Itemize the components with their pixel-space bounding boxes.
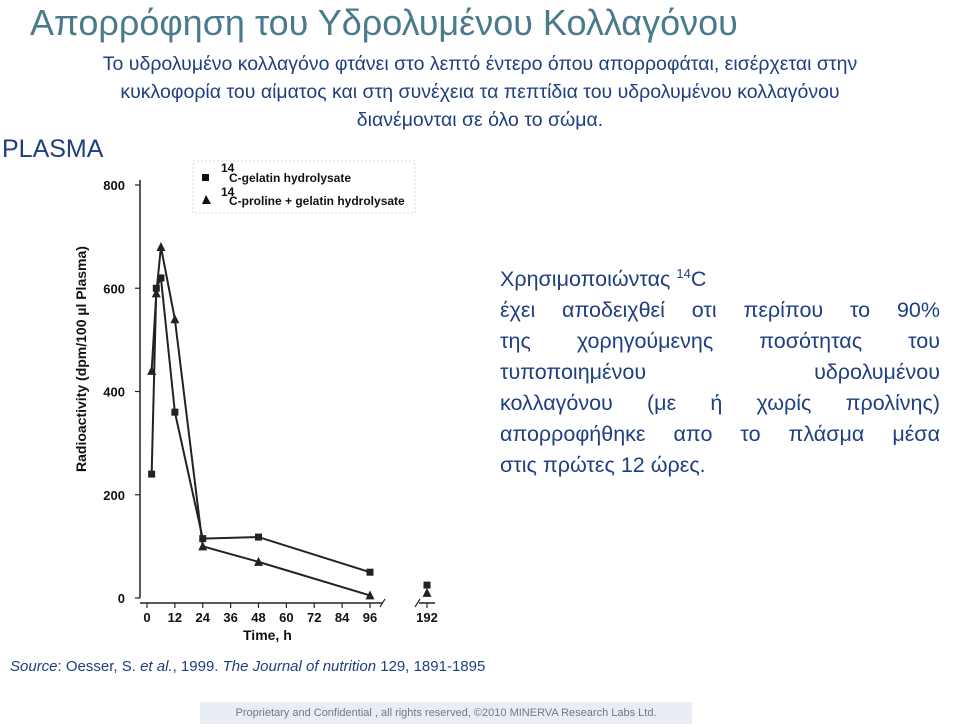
intro-line: κυκλοφορία του αίματος και στη συνέχεια τα πεπτίδια του υδρολυμένου κολλαγόνου (120, 81, 840, 103)
x-tick-label: 96 (362, 610, 378, 625)
note-first-line (500, 258, 940, 295)
x-tick-label: 12 (167, 610, 183, 625)
data-point-triangle (156, 242, 165, 251)
x-tick-label: 48 (251, 610, 266, 625)
y-axis-label: Radioactivity (dpm/100 µl Plasma) (73, 246, 89, 472)
note-line: απορροφήθηκε απο το πλάσμα μέσα (500, 422, 940, 447)
y-tick-label: 600 (103, 281, 125, 297)
data-point-triangle (198, 541, 207, 550)
source-citation (10, 658, 485, 675)
source-authors: : Oesser, S. (57, 658, 141, 675)
y-tick-label: 400 (103, 384, 125, 400)
y-tick-label: 0 (117, 591, 125, 606)
y-tick-label: 800 (103, 178, 125, 193)
x-axis-label: Time, h (243, 627, 292, 643)
plasma-label: PLASMA (2, 135, 104, 163)
source-year: , 1999. (172, 658, 223, 675)
data-point-square (367, 569, 374, 576)
data-point-square (255, 534, 262, 541)
x-tick-label: 60 (279, 610, 294, 625)
chart-legend (193, 161, 415, 213)
x-tick-label: 72 (307, 610, 322, 625)
note-line: της χορηγούμενης ποσότητας του (500, 329, 940, 354)
source-label: Source (10, 658, 58, 675)
footer-bar: Proprietary and Confidential , all rights reserved, ©2010 MINERVA Research Labs Ltd. (200, 702, 692, 724)
note-line: κολλαγόνου (με ή χωρίς προλίνης) (500, 391, 940, 416)
note-isotope-mass: 14 (676, 266, 691, 281)
legend-isotope-1: 14 (221, 161, 235, 175)
data-point-square (157, 274, 164, 281)
x-tick-label: 84 (334, 610, 350, 625)
x-tick-label: 36 (223, 610, 238, 625)
source-etal: et al. (140, 658, 173, 675)
note-line: τυποποιημένου υδρολυμένου (500, 360, 940, 385)
intro-line: Το υδρολυμένο κολλαγόνο φτάνει στο λεπτό έντερο όπου απορροφάται, εισέρχεται στην (102, 53, 858, 75)
data-point-triangle (423, 588, 432, 597)
source-journal: The Journal of nutrition (222, 658, 377, 675)
slide-title: Απορρόφηση του Υδρολυμένου Κολλαγόνου (30, 2, 738, 43)
study-note (500, 258, 940, 481)
series-line-1 (152, 278, 370, 572)
legend-isotope-2: 14 (221, 185, 235, 199)
note-isotope-symbol: C (690, 267, 707, 292)
data-point-square (148, 471, 155, 478)
x-tick-label: 0 (143, 610, 151, 625)
data-point-square (199, 535, 206, 542)
note-line: έχει αποδειχθεί οτι περίπου το 90% (500, 298, 940, 323)
data-point-square (424, 582, 431, 589)
series-line-2 (152, 247, 370, 595)
note-prefix: Χρησιμοποιώντας (500, 267, 677, 292)
intro-line: διανέμονται σε όλο το σώμα. (356, 109, 604, 131)
x-tick-label: 192 (416, 610, 438, 625)
note-line: στις πρώτες 12 ώρες. (500, 453, 706, 478)
legend-label-proline: C-proline + gelatin hydrolysate (229, 194, 405, 208)
chart-series (152, 247, 370, 595)
legend-square-marker (202, 174, 209, 181)
data-point-triangle (170, 314, 179, 323)
x-tick-label: 24 (195, 610, 210, 625)
y-tick-label: 200 (103, 487, 125, 503)
source-ref: 129, 1891-1895 (376, 658, 486, 675)
data-point-square (171, 409, 178, 416)
legend-label-gelatin: C-gelatin hydrolysate (229, 171, 352, 185)
